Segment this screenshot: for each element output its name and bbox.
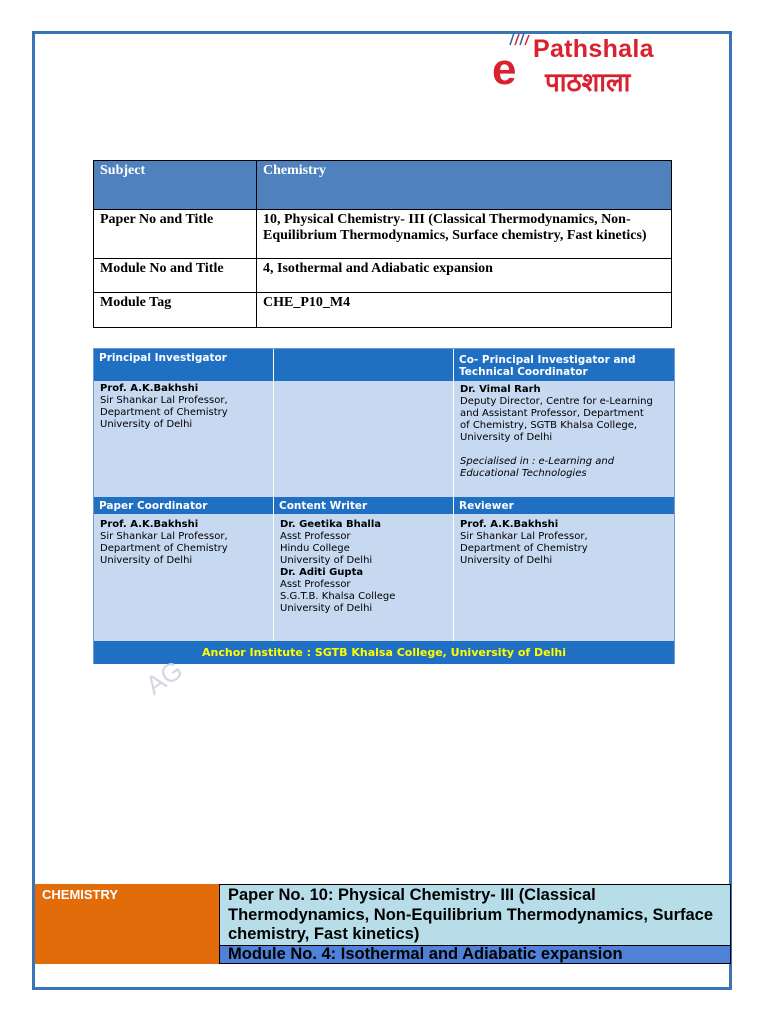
copi-line: and Assistant Professor, Department	[460, 408, 644, 419]
logo-pathshala-text: Pathshala	[533, 35, 654, 63]
writer2-name: Dr. Aditi Gupta	[280, 567, 364, 578]
row-label: Subject	[94, 161, 257, 210]
reviewer-name: Prof. A.K.Bakhshi	[460, 519, 559, 530]
row-value: CHE_P10_M4	[257, 293, 672, 328]
footer-module-title: Module No. 4: Isothermal and Adiabatic expansion	[219, 945, 731, 964]
reviewer-line: University of Delhi	[460, 555, 553, 566]
pi-name: Prof. A.K.Bakhshi	[100, 383, 199, 394]
writer1-line: Asst Professor	[280, 531, 351, 542]
team-grid	[93, 348, 675, 664]
pi-line: Sir Shankar Lal Professor,	[100, 395, 228, 406]
paper-coordinator-cell	[94, 519, 273, 567]
watermark: AG	[140, 654, 188, 701]
writer1-name: Dr. Geetika Bhalla	[280, 519, 382, 530]
paper-coordinator-line: Department of Chemistry	[100, 543, 228, 554]
empty-header	[274, 349, 453, 381]
reviewer-line: Sir Shankar Lal Professor,	[460, 531, 588, 542]
logo-devanagari-text: पाठशाला	[545, 68, 631, 98]
paper-coordinator-line: University of Delhi	[100, 555, 193, 566]
writer2-line: S.G.T.B. Khalsa College	[280, 591, 396, 602]
writer1-line: University of Delhi	[280, 555, 373, 566]
copi-specialisation: Educational Technologies	[460, 468, 587, 479]
anchor-institute: Anchor Institute : SGTB Khalsa College, University of Delhi	[94, 641, 674, 664]
writer1-line: Hindu College	[280, 543, 350, 554]
row-label: Paper No and Title	[94, 210, 257, 259]
pi-cell	[94, 383, 273, 431]
writer2-line: Asst Professor	[280, 579, 351, 590]
copi-cell	[454, 384, 674, 480]
paper-coordinator-line: Sir Shankar Lal Professor,	[100, 531, 228, 542]
paper-coordinator-name: Prof. A.K.Bakhshi	[100, 519, 199, 530]
writer2-line: University of Delhi	[280, 603, 373, 614]
table-row	[94, 210, 672, 259]
paper-coordinator-header: Paper Coordinator	[94, 497, 273, 514]
logo-decoration-icon	[508, 32, 530, 46]
content-writer-cell	[274, 519, 453, 615]
logo-e: e	[492, 45, 517, 94]
row-value: 4, Isothermal and Adiabatic expansion	[257, 259, 672, 293]
footer-subject: CHEMISTRY	[35, 884, 219, 964]
copi-line: Deputy Director, Centre for e-Learning	[460, 396, 653, 407]
footer	[35, 884, 732, 964]
pi-header: Principal Investigator	[94, 349, 273, 381]
copi-specialisation: Specialised in : e-Learning and	[460, 456, 615, 467]
row-label: Module Tag	[94, 293, 257, 328]
footer-paper-title: Paper No. 10: Physical Chemistry- III (Classical Thermodynamics, Non-Equilibrium Thermodynamics, Surface chemistry, Fast kinetics)	[219, 884, 731, 946]
pi-line: Department of Chemistry	[100, 407, 228, 418]
table-row	[94, 161, 672, 210]
epathshala-logo	[492, 30, 727, 100]
copi-line: of Chemistry, SGTB Khalsa College,	[460, 420, 638, 431]
row-label: Module No and Title	[94, 259, 257, 293]
table-row	[94, 259, 672, 293]
table-row	[94, 293, 672, 328]
copi-line: University of Delhi	[460, 432, 553, 443]
reviewer-line: Department of Chemistry	[460, 543, 588, 554]
row-value: Chemistry	[257, 161, 672, 210]
content-writer-header: Content Writer	[274, 497, 453, 514]
subject-table	[93, 160, 672, 328]
row-value: 10, Physical Chemistry- III (Classical Thermodynamics, Non-Equilibrium Thermodynamics, Surface chemistry, Fast kinetics)	[257, 210, 672, 259]
copi-header: Co- Principal Investigator and Technical Coordinator	[454, 349, 674, 381]
reviewer-header: Reviewer	[454, 497, 674, 514]
pi-line: University of Delhi	[100, 419, 193, 430]
reviewer-cell	[454, 519, 674, 567]
copi-name: Dr. Vimal Rarh	[460, 384, 541, 395]
